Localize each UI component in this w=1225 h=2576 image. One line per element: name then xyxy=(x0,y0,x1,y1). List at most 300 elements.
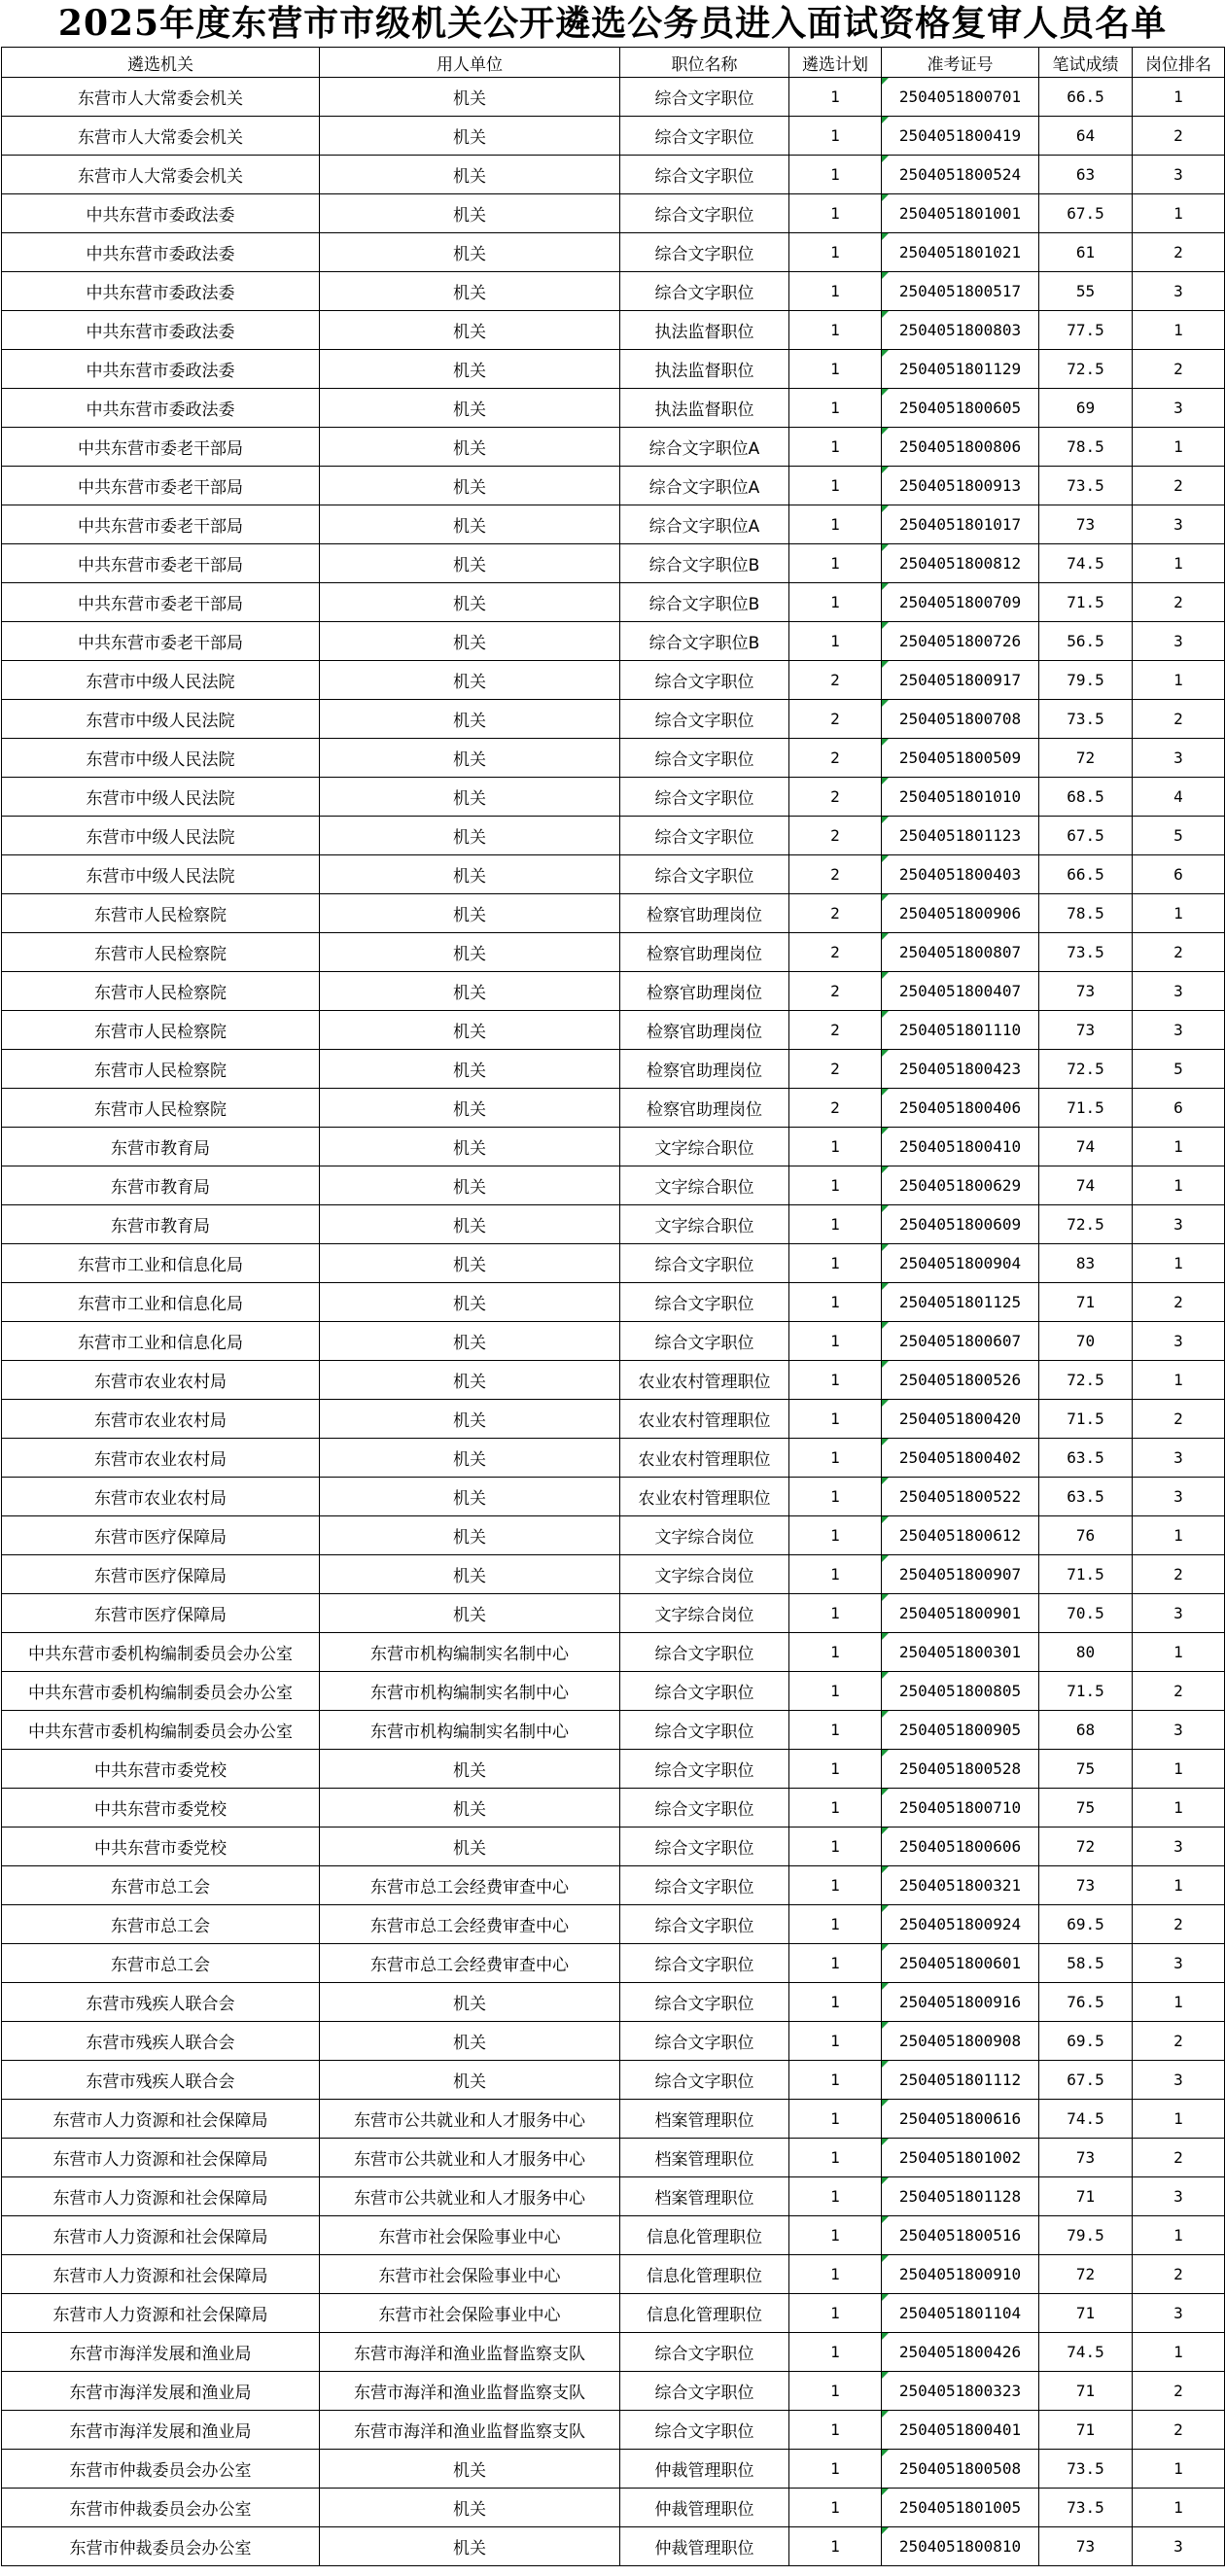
cell-agency: 中共东营市委老干部局 xyxy=(2,505,320,544)
cell-position: 检察官助理岗位 xyxy=(620,1089,789,1128)
cell-employer: 东营市公共就业和人才服务中心 xyxy=(320,2100,620,2139)
ticket-number: 2504051800726 xyxy=(898,631,1022,650)
cell-agency: 东营市残疾人联合会 xyxy=(2,2061,320,2100)
cell-employer: 机关 xyxy=(320,1050,620,1089)
table-row xyxy=(2,2022,1225,2061)
cell-ticket xyxy=(882,1400,1039,1439)
cell-agency: 东营市人力资源和社会保障局 xyxy=(2,2216,320,2255)
cell-employer: 机关 xyxy=(320,78,620,117)
cell-score: 74.5 xyxy=(1039,2333,1133,2372)
cell-score: 73.5 xyxy=(1039,933,1133,972)
cell-employer: 机关 xyxy=(320,2022,620,2061)
cell-employer: 机关 xyxy=(320,1516,620,1555)
cell-position: 信息化管理职位 xyxy=(620,2294,789,2333)
cell-agency: 东营市残疾人联合会 xyxy=(2,2022,320,2061)
cell-employer: 东营市海洋和渔业监督监察支队 xyxy=(320,2333,620,2372)
cell-ticket xyxy=(882,233,1039,272)
cell-plan: 1 xyxy=(789,117,882,156)
table-row xyxy=(2,1983,1225,2022)
cell-position: 文字综合职位 xyxy=(620,1205,789,1244)
cell-agency: 东营市中级人民法院 xyxy=(2,661,320,700)
cell-score: 55 xyxy=(1039,272,1133,311)
cell-agency: 东营市医疗保障局 xyxy=(2,1516,320,1555)
ticket-number: 2504051800406 xyxy=(898,1097,1022,1117)
ticket-number: 2504051800321 xyxy=(898,1875,1022,1895)
cell-ticket xyxy=(882,467,1039,505)
cell-score: 63.5 xyxy=(1039,1478,1133,1516)
cell-position: 综合文字职位 xyxy=(620,1789,789,1828)
cell-plan: 1 xyxy=(789,467,882,505)
cell-agency: 中共东营市委党校 xyxy=(2,1789,320,1828)
cell-plan: 1 xyxy=(789,583,882,622)
cell-position: 农业农村管理职位 xyxy=(620,1400,789,1439)
cell-position: 综合文字职位 xyxy=(620,2061,789,2100)
cell-employer: 机关 xyxy=(320,272,620,311)
cell-employer: 东营市总工会经费审查中心 xyxy=(320,1944,620,1983)
cell-rank: 1 xyxy=(1133,1866,1225,1905)
cell-position: 档案管理职位 xyxy=(620,2139,789,2177)
cell-score: 79.5 xyxy=(1039,2216,1133,2255)
cell-plan: 1 xyxy=(789,389,882,428)
cell-position: 农业农村管理职位 xyxy=(620,1361,789,1400)
cell-plan: 1 xyxy=(789,2450,882,2489)
ticket-number: 2504051801001 xyxy=(898,203,1022,223)
cell-position: 综合文字职位 xyxy=(620,1711,789,1750)
cell-score: 75 xyxy=(1039,1750,1133,1789)
ticket-number: 2504051800701 xyxy=(898,87,1022,106)
cell-rank: 1 xyxy=(1133,1789,1225,1828)
cell-ticket xyxy=(882,583,1039,622)
cell-rank: 1 xyxy=(1133,1516,1225,1555)
cell-ticket xyxy=(882,1205,1039,1244)
cell-position: 综合文字职位 xyxy=(620,778,789,817)
cell-ticket xyxy=(882,2139,1039,2177)
cell-agency: 中共东营市委机构编制委员会办公室 xyxy=(2,1711,320,1750)
ticket-number: 2504051801128 xyxy=(898,2186,1022,2206)
cell-position: 文字综合岗位 xyxy=(620,1516,789,1555)
cell-score: 83 xyxy=(1039,1244,1133,1283)
cell-agency: 东营市仲裁委员会办公室 xyxy=(2,2450,320,2489)
table-row xyxy=(2,2333,1225,2372)
cell-score: 72.5 xyxy=(1039,1205,1133,1244)
cell-employer: 东营市海洋和渔业监督监察支队 xyxy=(320,2411,620,2450)
cell-plan: 1 xyxy=(789,1322,882,1361)
cell-score: 72.5 xyxy=(1039,350,1133,389)
cell-employer: 东营市社会保险事业中心 xyxy=(320,2216,620,2255)
cell-rank: 1 xyxy=(1133,2100,1225,2139)
cell-rank: 1 xyxy=(1133,78,1225,117)
cell-rank: 3 xyxy=(1133,739,1225,778)
cell-agency: 东营市医疗保障局 xyxy=(2,1594,320,1633)
cell-plan: 1 xyxy=(789,428,882,467)
cell-score: 72 xyxy=(1039,739,1133,778)
ticket-number: 2504051800708 xyxy=(898,709,1022,728)
cell-agency: 东营市仲裁委员会办公室 xyxy=(2,2489,320,2527)
cell-plan: 1 xyxy=(789,1866,882,1905)
cell-plan: 1 xyxy=(789,1983,882,2022)
cell-employer: 机关 xyxy=(320,972,620,1011)
cell-ticket xyxy=(882,778,1039,817)
cell-agency: 东营市农业农村局 xyxy=(2,1400,320,1439)
cell-plan: 1 xyxy=(789,2177,882,2216)
cell-agency: 东营市海洋发展和渔业局 xyxy=(2,2411,320,2450)
cell-plan: 1 xyxy=(789,1244,882,1283)
cell-plan: 2 xyxy=(789,817,882,855)
cell-plan: 1 xyxy=(789,1750,882,1789)
cell-score: 73.5 xyxy=(1039,2450,1133,2489)
cell-employer: 机关 xyxy=(320,622,620,661)
cell-employer: 机关 xyxy=(320,1128,620,1166)
cell-employer: 东营市社会保险事业中心 xyxy=(320,2294,620,2333)
cell-score: 67.5 xyxy=(1039,817,1133,855)
cell-position: 综合文字职位A xyxy=(620,428,789,467)
cell-ticket xyxy=(882,1711,1039,1750)
cell-rank: 2 xyxy=(1133,233,1225,272)
cell-rank: 2 xyxy=(1133,350,1225,389)
cell-agency: 中共东营市委政法委 xyxy=(2,350,320,389)
table-row xyxy=(2,1128,1225,1166)
cell-employer: 机关 xyxy=(320,778,620,817)
cell-rank: 2 xyxy=(1133,2139,1225,2177)
cell-rank: 2 xyxy=(1133,583,1225,622)
cell-ticket xyxy=(882,817,1039,855)
ticket-number: 2504051800609 xyxy=(898,1214,1022,1234)
cell-ticket xyxy=(882,2333,1039,2372)
ticket-number: 2504051800601 xyxy=(898,1953,1022,1972)
cell-employer: 机关 xyxy=(320,350,620,389)
table-row xyxy=(2,505,1225,544)
ticket-number: 2504051800807 xyxy=(898,942,1022,961)
cell-rank: 1 xyxy=(1133,1361,1225,1400)
cell-employer: 机关 xyxy=(320,505,620,544)
cell-agency: 东营市教育局 xyxy=(2,1128,320,1166)
cell-plan: 1 xyxy=(789,2139,882,2177)
cell-ticket xyxy=(882,1905,1039,1944)
cell-ticket xyxy=(882,622,1039,661)
cell-plan: 1 xyxy=(789,505,882,544)
table-row xyxy=(2,700,1225,739)
cell-plan: 2 xyxy=(789,700,882,739)
cell-agency: 东营市人力资源和社会保障局 xyxy=(2,2139,320,2177)
header-row xyxy=(2,48,1225,78)
table-row xyxy=(2,2294,1225,2333)
cell-rank: 1 xyxy=(1133,2450,1225,2489)
cell-ticket xyxy=(882,1983,1039,2022)
cell-position: 综合文字职位B xyxy=(620,622,789,661)
table-row xyxy=(2,1283,1225,1322)
cell-score: 73 xyxy=(1039,972,1133,1011)
cell-position: 综合文字职位 xyxy=(620,1672,789,1711)
cell-employer: 东营市公共就业和人才服务中心 xyxy=(320,2177,620,2216)
cell-ticket xyxy=(882,1011,1039,1050)
ticket-number: 2504051800710 xyxy=(898,1797,1022,1817)
ticket-number: 2504051800423 xyxy=(898,1059,1022,1078)
cell-ticket xyxy=(882,1828,1039,1866)
cell-employer: 机关 xyxy=(320,233,620,272)
cell-rank: 4 xyxy=(1133,778,1225,817)
cell-agency: 东营市农业农村局 xyxy=(2,1361,320,1400)
cell-employer: 机关 xyxy=(320,1478,620,1516)
cell-employer: 机关 xyxy=(320,700,620,739)
cell-rank: 1 xyxy=(1133,2216,1225,2255)
column-header-ticket: 准考证号 xyxy=(882,48,1039,78)
ticket-number: 2504051801104 xyxy=(898,2303,1022,2322)
table-row xyxy=(2,1594,1225,1633)
table-row xyxy=(2,2372,1225,2411)
ticket-number: 2504051800812 xyxy=(898,553,1022,573)
cell-rank: 3 xyxy=(1133,1944,1225,1983)
cell-plan: 1 xyxy=(789,1789,882,1828)
cell-plan: 2 xyxy=(789,661,882,700)
cell-employer: 机关 xyxy=(320,933,620,972)
table-row xyxy=(2,1244,1225,1283)
cell-employer: 机关 xyxy=(320,855,620,894)
cell-employer: 机关 xyxy=(320,1089,620,1128)
cell-employer: 机关 xyxy=(320,1555,620,1594)
cell-agency: 中共东营市委老干部局 xyxy=(2,583,320,622)
cell-plan: 2 xyxy=(789,778,882,817)
cell-employer: 东营市总工会经费审查中心 xyxy=(320,1866,620,1905)
ticket-number: 2504051801110 xyxy=(898,1020,1022,1039)
cell-ticket xyxy=(882,1283,1039,1322)
cell-plan: 1 xyxy=(789,1283,882,1322)
cell-agency: 东营市农业农村局 xyxy=(2,1478,320,1516)
cell-score: 77.5 xyxy=(1039,311,1133,350)
cell-score: 64 xyxy=(1039,117,1133,156)
column-header-agency: 遴选机关 xyxy=(2,48,320,78)
cell-ticket xyxy=(882,1789,1039,1828)
cell-agency: 中共东营市委政法委 xyxy=(2,194,320,233)
cell-plan: 1 xyxy=(789,1400,882,1439)
cell-rank: 2 xyxy=(1133,117,1225,156)
cell-rank: 3 xyxy=(1133,622,1225,661)
cell-plan: 1 xyxy=(789,350,882,389)
ticket-number: 2504051800410 xyxy=(898,1136,1022,1156)
table-row xyxy=(2,272,1225,311)
cell-position: 综合文字职位 xyxy=(620,1322,789,1361)
cell-score: 71 xyxy=(1039,2177,1133,2216)
cell-score: 74 xyxy=(1039,1166,1133,1205)
cell-score: 71.5 xyxy=(1039,583,1133,622)
cell-ticket xyxy=(882,1944,1039,1983)
cell-rank: 3 xyxy=(1133,2177,1225,2216)
table-row xyxy=(2,1050,1225,1089)
cell-plan: 1 xyxy=(789,1672,882,1711)
cell-plan: 1 xyxy=(789,78,882,117)
cell-plan: 1 xyxy=(789,2061,882,2100)
cell-agency: 东营市中级人民法院 xyxy=(2,778,320,817)
cell-score: 67.5 xyxy=(1039,194,1133,233)
cell-rank: 3 xyxy=(1133,972,1225,1011)
column-header-score: 笔试成绩 xyxy=(1039,48,1133,78)
cell-ticket xyxy=(882,1128,1039,1166)
cell-plan: 1 xyxy=(789,194,882,233)
cell-position: 文字综合职位 xyxy=(620,1166,789,1205)
cell-rank: 5 xyxy=(1133,817,1225,855)
cell-plan: 1 xyxy=(789,2527,882,2566)
cell-plan: 2 xyxy=(789,972,882,1011)
cell-agency: 中共东营市委政法委 xyxy=(2,272,320,311)
cell-plan: 2 xyxy=(789,739,882,778)
cell-employer: 东营市总工会经费审查中心 xyxy=(320,1905,620,1944)
cell-score: 74.5 xyxy=(1039,544,1133,583)
cell-position: 执法监督职位 xyxy=(620,350,789,389)
table-row xyxy=(2,1866,1225,1905)
cell-score: 73.5 xyxy=(1039,467,1133,505)
cell-ticket xyxy=(882,505,1039,544)
cell-agency: 东营市人民检察院 xyxy=(2,894,320,933)
table-row xyxy=(2,1672,1225,1711)
cell-position: 综合文字职位 xyxy=(620,117,789,156)
cell-agency: 中共东营市委政法委 xyxy=(2,233,320,272)
cell-score: 72 xyxy=(1039,1828,1133,1866)
cell-employer: 机关 xyxy=(320,661,620,700)
cell-rank: 3 xyxy=(1133,505,1225,544)
cell-position: 综合文字职位B xyxy=(620,544,789,583)
cell-rank: 2 xyxy=(1133,2372,1225,2411)
cell-rank: 2 xyxy=(1133,1555,1225,1594)
cell-agency: 东营市人民检察院 xyxy=(2,972,320,1011)
cell-employer: 机关 xyxy=(320,1205,620,1244)
cell-plan: 1 xyxy=(789,1594,882,1633)
cell-rank: 1 xyxy=(1133,2333,1225,2372)
cell-position: 农业农村管理职位 xyxy=(620,1439,789,1478)
cell-ticket xyxy=(882,1166,1039,1205)
table-row xyxy=(2,1555,1225,1594)
cell-plan: 1 xyxy=(789,1128,882,1166)
cell-ticket xyxy=(882,428,1039,467)
cell-plan: 1 xyxy=(789,1478,882,1516)
cell-agency: 东营市中级人民法院 xyxy=(2,817,320,855)
table-row xyxy=(2,1750,1225,1789)
cell-agency: 东营市人大常委会机关 xyxy=(2,78,320,117)
cell-score: 71.5 xyxy=(1039,1555,1133,1594)
cell-position: 综合文字职位 xyxy=(620,739,789,778)
cell-rank: 3 xyxy=(1133,156,1225,194)
cell-employer: 东营市机构编制实名制中心 xyxy=(320,1672,620,1711)
cell-plan: 1 xyxy=(789,1205,882,1244)
cell-position: 档案管理职位 xyxy=(620,2100,789,2139)
table-row xyxy=(2,972,1225,1011)
cell-agency: 东营市人大常委会机关 xyxy=(2,117,320,156)
table-row xyxy=(2,894,1225,933)
cell-score: 69 xyxy=(1039,389,1133,428)
cell-ticket xyxy=(882,1633,1039,1672)
table-row xyxy=(2,1439,1225,1478)
table-row xyxy=(2,1789,1225,1828)
cell-ticket xyxy=(882,272,1039,311)
cell-score: 63 xyxy=(1039,156,1133,194)
cell-employer: 机关 xyxy=(320,2527,620,2566)
cell-agency: 东营市总工会 xyxy=(2,1944,320,1983)
table-row xyxy=(2,2177,1225,2216)
cell-employer: 机关 xyxy=(320,311,620,350)
cell-plan: 2 xyxy=(789,933,882,972)
cell-ticket xyxy=(882,2216,1039,2255)
ticket-number: 2504051800629 xyxy=(898,1175,1022,1195)
cell-rank: 3 xyxy=(1133,1594,1225,1633)
cell-score: 71.5 xyxy=(1039,1400,1133,1439)
table-row xyxy=(2,389,1225,428)
cell-ticket xyxy=(882,1594,1039,1633)
cell-employer: 机关 xyxy=(320,1283,620,1322)
cell-ticket xyxy=(882,2177,1039,2216)
cell-rank: 3 xyxy=(1133,272,1225,311)
table-row xyxy=(2,778,1225,817)
cell-ticket xyxy=(882,2294,1039,2333)
cell-plan: 1 xyxy=(789,1711,882,1750)
ticket-number: 2504051800805 xyxy=(898,1681,1022,1700)
table-row xyxy=(2,1089,1225,1128)
table-row xyxy=(2,233,1225,272)
ticket-number: 2504051800402 xyxy=(898,1447,1022,1467)
table-row xyxy=(2,2450,1225,2489)
ticket-number: 2504051800803 xyxy=(898,320,1022,339)
cell-position: 综合文字职位 xyxy=(620,156,789,194)
cell-agency: 东营市人民检察院 xyxy=(2,1089,320,1128)
candidate-table xyxy=(1,47,1225,2566)
cell-score: 80 xyxy=(1039,1633,1133,1672)
cell-score: 73 xyxy=(1039,1011,1133,1050)
cell-plan: 1 xyxy=(789,622,882,661)
table-row xyxy=(2,156,1225,194)
cell-position: 检察官助理岗位 xyxy=(620,1050,789,1089)
cell-ticket xyxy=(882,739,1039,778)
table-row xyxy=(2,817,1225,855)
table-row xyxy=(2,2139,1225,2177)
cell-score: 70.5 xyxy=(1039,1594,1133,1633)
cell-position: 综合文字职位 xyxy=(620,1828,789,1866)
cell-rank: 1 xyxy=(1133,1633,1225,1672)
cell-rank: 3 xyxy=(1133,1439,1225,1478)
table-row xyxy=(2,1516,1225,1555)
ticket-number: 2504051800323 xyxy=(898,2381,1022,2400)
table-row xyxy=(2,2100,1225,2139)
cell-rank: 3 xyxy=(1133,1478,1225,1516)
cell-position: 综合文字职位 xyxy=(620,1866,789,1905)
ticket-number: 2504051800901 xyxy=(898,1603,1022,1622)
cell-ticket xyxy=(882,1555,1039,1594)
cell-ticket xyxy=(882,2100,1039,2139)
cell-ticket xyxy=(882,661,1039,700)
cell-rank: 1 xyxy=(1133,544,1225,583)
ticket-number: 2504051801002 xyxy=(898,2147,1022,2167)
cell-employer: 机关 xyxy=(320,739,620,778)
cell-position: 仲裁管理职位 xyxy=(620,2527,789,2566)
ticket-number: 2504051801010 xyxy=(898,786,1022,806)
cell-rank: 3 xyxy=(1133,1711,1225,1750)
cell-position: 信息化管理职位 xyxy=(620,2216,789,2255)
cell-position: 执法监督职位 xyxy=(620,389,789,428)
ticket-number: 2504051800916 xyxy=(898,1992,1022,2011)
cell-score: 68.5 xyxy=(1039,778,1133,817)
cell-score: 58.5 xyxy=(1039,1944,1133,1983)
cell-employer: 机关 xyxy=(320,894,620,933)
cell-plan: 1 xyxy=(789,2333,882,2372)
cell-agency: 东营市中级人民法院 xyxy=(2,700,320,739)
cell-agency: 东营市人力资源和社会保障局 xyxy=(2,2255,320,2294)
cell-employer: 东营市机构编制实名制中心 xyxy=(320,1633,620,1672)
cell-plan: 2 xyxy=(789,1050,882,1089)
table-row xyxy=(2,1828,1225,1866)
cell-plan: 1 xyxy=(789,1555,882,1594)
ticket-number: 2504051800924 xyxy=(898,1914,1022,1933)
cell-score: 71 xyxy=(1039,1283,1133,1322)
ticket-number: 2504051800612 xyxy=(898,1525,1022,1545)
table-row xyxy=(2,350,1225,389)
cell-employer: 机关 xyxy=(320,817,620,855)
cell-rank: 1 xyxy=(1133,194,1225,233)
